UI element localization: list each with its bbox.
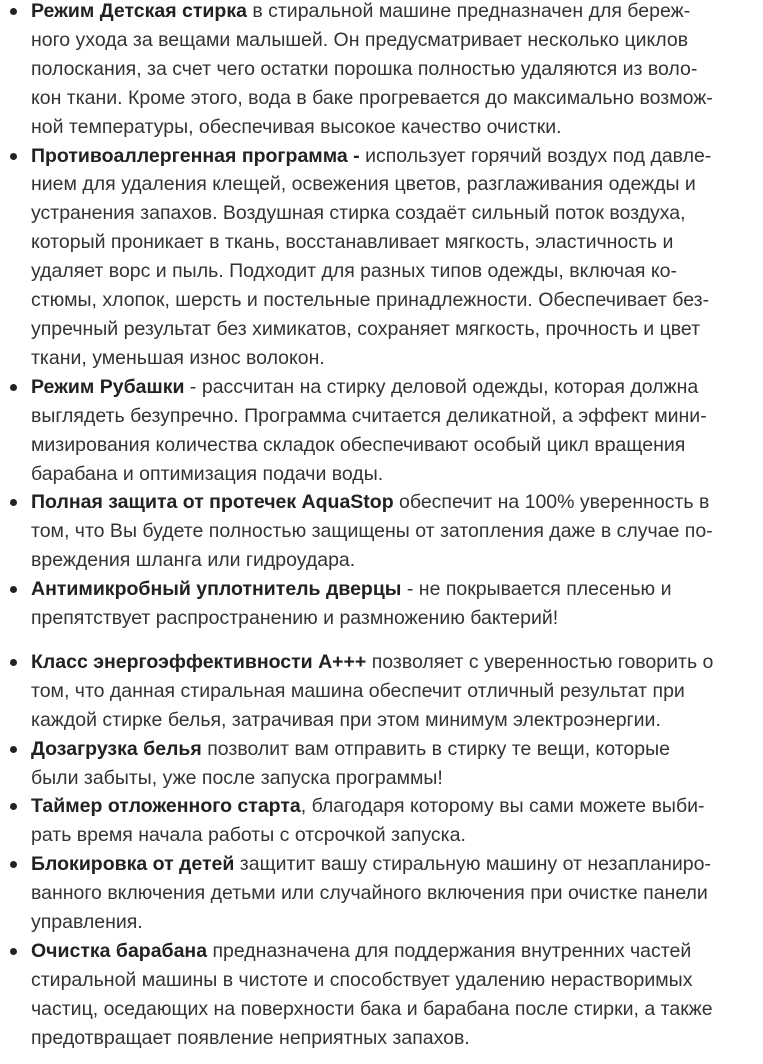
text-line: выглядеть безупречно. Программа считается деликатной, а эффект мини- [31, 404, 707, 427]
text-line: вреждения шланга или гидроудара. [31, 549, 356, 572]
text-line: полоскания, за счет чего остатки порошка полностью удаляются из воло- [31, 57, 698, 80]
text-line: устранения запахов. Воздушная стирка создаёт сильный поток воздуха, [31, 202, 686, 225]
text-line: ванного включения детьми или случайного включения при очистке панели [31, 882, 708, 905]
text-line: ткани, уменьшая износ волокон. [31, 346, 325, 369]
text-line: были забыты, уже после запуска программы! [31, 766, 443, 789]
text-line: управления. [31, 911, 143, 934]
feature-text: обеспечит на 100% уверенность в [393, 491, 710, 514]
feature-title: Противоаллергенная программа - [31, 144, 360, 167]
text-line [31, 735, 745, 764]
bullet-icon [10, 659, 17, 666]
text-line [31, 373, 745, 402]
bullet-icon [10, 948, 17, 955]
text-line: кон ткани. Кроме этого, вода в баке прогревается до максимально возмож- [31, 86, 713, 109]
text-line: предотвращает появление неприятных запахов. [31, 1026, 470, 1049]
list-item [0, 850, 763, 937]
text-line: ной температуры, обеспечивая высокое качество очистки. [31, 115, 562, 138]
text-line: стиральной машины в чистоте и способствует удалению нерастворимых [31, 968, 693, 991]
list-item [0, 648, 763, 735]
feature-title: Блокировка от детей [31, 853, 235, 876]
bullet-icon [10, 746, 17, 753]
list-item [0, 142, 763, 373]
feature-text: позволяет с уверенностью говорить о [366, 650, 714, 673]
text-line: препятствует распространению и размножению бактерий! [31, 607, 559, 630]
feature-title: Очистка барабана [31, 940, 208, 962]
text-line: каждой стирке белья, затрачивая при этом минимум электроэнергии. [31, 708, 661, 731]
text-line: ного ухода за вещами малышей. Он предусматривает несколько циклов [31, 28, 689, 51]
feature-title: Дозагрузка белья [31, 737, 202, 760]
list-item [0, 575, 763, 633]
bullet-icon [10, 586, 17, 593]
text-line: том, что данная стиральная машина обеспечит отличный результат при [31, 679, 685, 702]
text-line: барабана и оптимизация подачи воды. [31, 462, 384, 485]
bullet-icon [10, 499, 17, 506]
text-line [31, 488, 745, 517]
bullet-icon [10, 153, 17, 160]
text-line [31, 575, 745, 604]
feature-title: Антимикробный уплотнитель дверцы [31, 578, 402, 601]
text-line [31, 792, 745, 821]
feature-text: использует горячий воздух под давле- [359, 144, 712, 167]
text-line [31, 648, 745, 677]
feature-text: позволит вам отправить в стирку те вещи, которые [201, 737, 670, 760]
feature-title: Режим Детская стирка [31, 0, 247, 22]
list-item [0, 488, 763, 575]
bullet-icon [10, 861, 17, 868]
text-line [31, 142, 745, 171]
feature-text: предназначена для поддержания внутренних частей [207, 940, 692, 962]
text-line [31, 850, 745, 879]
list-item [0, 735, 763, 793]
text-line: частиц, оседающих на поверхности бака и барабана после стирки, а также [31, 997, 713, 1020]
text-line: нием для удаления клещей, освежения цветов, разглаживания одежды и [31, 173, 696, 196]
feature-text: в стиральной машине предназначен для береж- [246, 0, 691, 22]
list-item [0, 373, 763, 489]
text-line: удаляет ворс и пыль. Подходит для разных типов одежды, включая ко- [31, 260, 677, 283]
text-line [31, 937, 745, 966]
feature-text: защитит вашу стиральную машину от незапланиро- [234, 853, 711, 876]
bullet-icon [10, 8, 17, 15]
feature-title: Полная защита от протечек AquaStop [31, 491, 394, 514]
text-line: который проникает в ткань, восстанавливает мягкость, эластичность и [31, 231, 674, 254]
text-line: том, что Вы будете полностью защищены от затопления даже в случае по- [31, 520, 713, 543]
text-line: упречный результат без химикатов, сохраняет мягкость, прочность и цвет [31, 317, 701, 340]
feature-title: Класс энергоэффективности А+++ [31, 650, 367, 673]
text-line: рать время начала работы с отсрочкой запуска. [31, 824, 466, 847]
list-item [0, 0, 763, 142]
bullet-icon [10, 803, 17, 810]
feature-title: Режим Рубашки [31, 375, 185, 398]
list-item [0, 792, 763, 850]
text-line: стюмы, хлопок, шерсть и постельные принадлежности. Обеспечивает без- [31, 289, 710, 312]
text-line [31, 0, 745, 26]
feature-text: - не покрывается плесенью и [401, 578, 672, 601]
bullet-icon [10, 384, 17, 391]
feature-text: - рассчитан на стирку деловой одежды, которая должна [184, 375, 699, 398]
list-item [0, 937, 763, 1053]
text-line: мизирования количества складок обеспечивают особый цикл вращения [31, 433, 686, 456]
feature-title: Таймер отложенного старта [31, 795, 301, 818]
feature-text: , благодаря которому вы сами можете выби- [300, 795, 705, 818]
